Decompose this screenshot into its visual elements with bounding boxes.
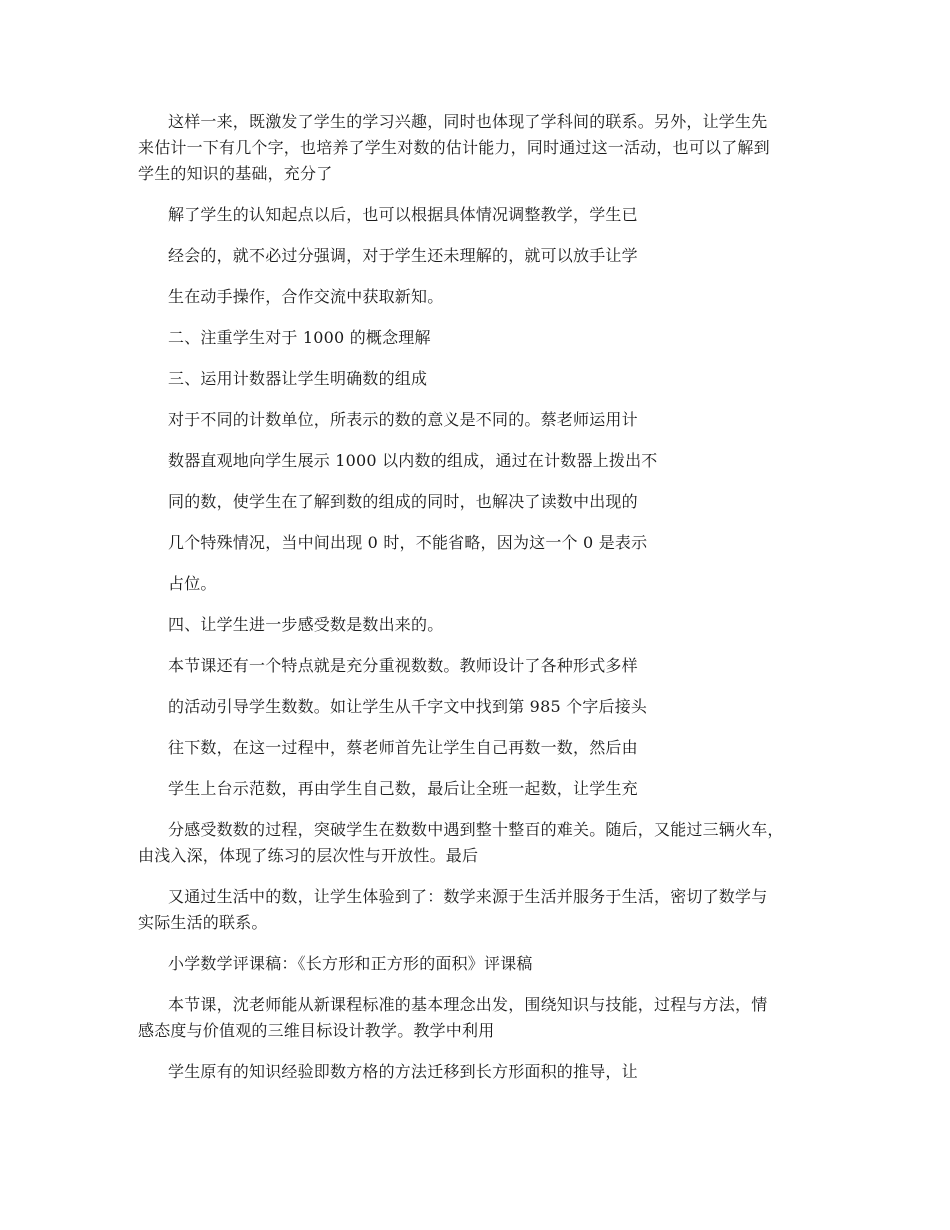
article-title: 小学数学评课稿：《长方形和正方形的面积》评课稿 bbox=[168, 954, 533, 973]
text-line: 对于不同的计数单位，所表示的数的意义是不同的。蔡老师运用计 bbox=[168, 410, 638, 429]
text-line: 解了学生的认知起点以后，也可以根据具体情况调整教学，学生已 bbox=[168, 205, 638, 224]
text-line: 来估计一下有几个字，也培养了学生对数的估计能力，同时通过这一活动，也可以了解到 bbox=[138, 138, 770, 157]
text-line: 经会的，就不必过分强调，对于学生还未理解的，就可以放手让学 bbox=[168, 246, 638, 265]
text-line: 几个特殊情况，当中间出现 0 时，不能省略，因为这一个 0 是表示 bbox=[168, 533, 648, 552]
text-line: 学生原有的知识经验即数方格的方法迁移到长方形面积的推导，让 bbox=[168, 1062, 638, 1081]
text-line: 数器直观地向学生展示 1000 以内数的组成，通过在计数器上拨出不 bbox=[168, 451, 658, 470]
text-line: 同的数，使学生在了解到数的组成的同时，也解决了读数中出现的 bbox=[168, 492, 638, 511]
text-line: 分感受数数的过程，突破学生在数数中遇到整十整百的难关。随后，又能过三辆火车， bbox=[168, 820, 784, 839]
text-line: 这样一来，既激发了学生的学习兴趣，同时也体现了学科间的联系。另外，让学生先 bbox=[168, 112, 768, 131]
text-line: 的活动引导学生数数。如让学生从千字文中找到第 985 个字后接头 bbox=[168, 697, 648, 716]
text-line: 学生上台示范数，再由学生自己数，最后让全班一起数，让学生充 bbox=[168, 779, 638, 798]
text-line: 感态度与价值观的三维目标设计教学。教学中利用 bbox=[138, 1021, 495, 1040]
section-heading: 二、注重学生对于 1000 的概念理解 bbox=[168, 328, 431, 347]
text-line: 占位。 bbox=[168, 574, 217, 593]
text-line: 本节课还有一个特点就是充分重视数数。教师设计了各种形式多样 bbox=[168, 656, 638, 675]
text-line: 学生的知识的基础，充分了 bbox=[138, 164, 333, 183]
text-line: 实际生活的联系。 bbox=[138, 913, 268, 932]
text-line: 由浅入深，体现了练习的层次性与开放性。最后 bbox=[138, 846, 479, 865]
text-line: 又通过生活中的数，让学生体验到了：数学来源于生活并服务于生活，密切了数学与 bbox=[168, 887, 768, 906]
text-line: 本节课，沈老师能从新课程标准的基本理念出发，围绕知识与技能，过程与方法，情 bbox=[168, 995, 768, 1014]
text-line: 生在动手操作，合作交流中获取新知。 bbox=[168, 287, 444, 306]
section-heading: 三、运用计数器让学生明确数的组成 bbox=[168, 369, 428, 388]
text-line: 往下数，在这一过程中，蔡老师首先让学生自己再数一数，然后由 bbox=[168, 738, 638, 757]
section-heading: 四、让学生进一步感受数是数出来的。 bbox=[168, 615, 444, 634]
